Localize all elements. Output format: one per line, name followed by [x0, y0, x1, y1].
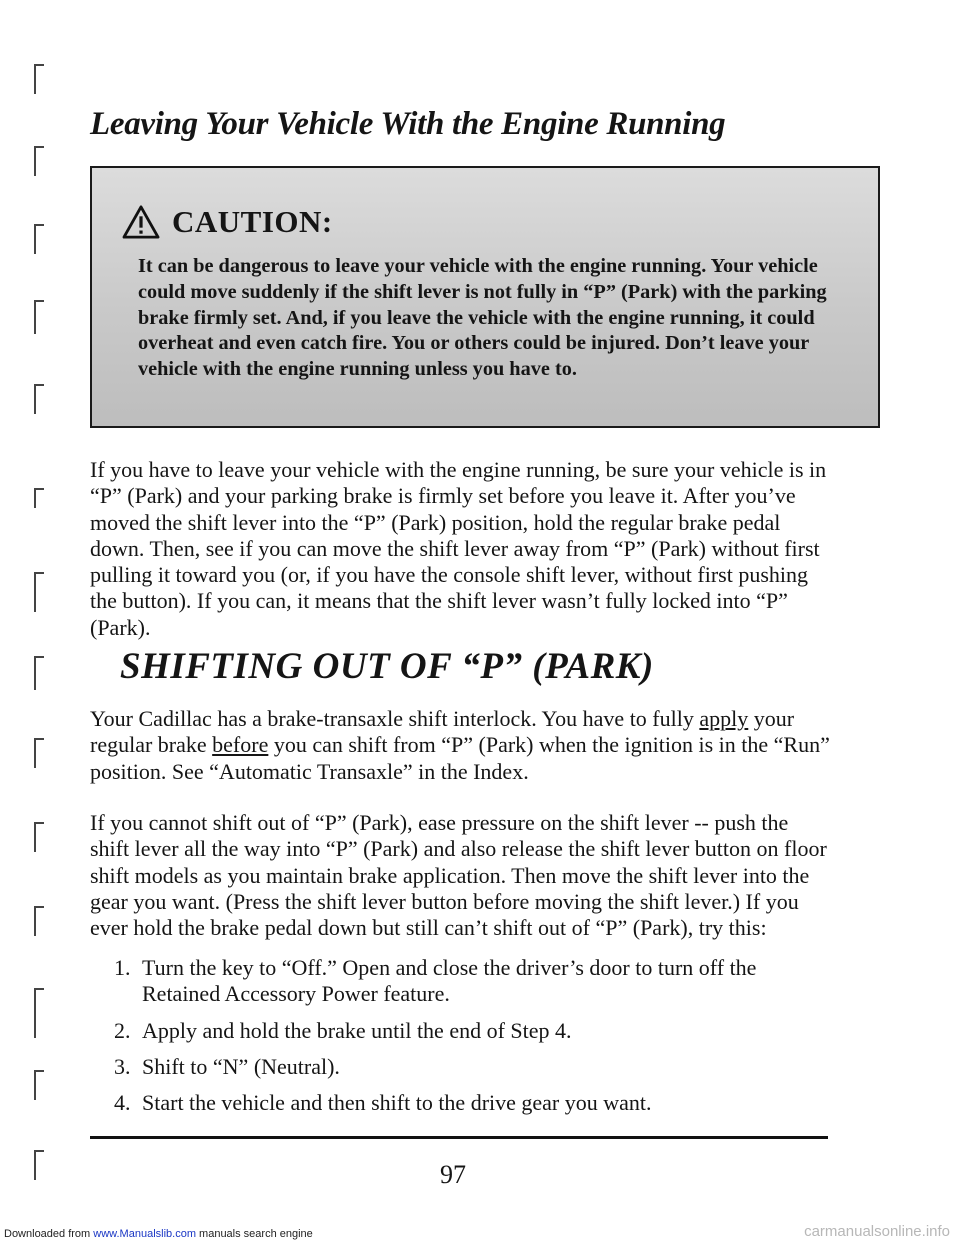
- shift-interlock-paragraph: [90, 706, 830, 785]
- cannot-shift-paragraph: If you cannot shift out of “P” (Park), ease pressure on the shift lever -- push the shift lever all the way into “P” (Park) and also release the shift lever button on floor shift models as you maintain brake application. Then move the shift lever into the gear you want. (Press the shift lever button before moving the shift lever.) If you ever hold the brake pedal down but still can’t shift out of “P” (Park), try this:: [90, 810, 827, 941]
- paragraph-tail: you can shift from “P” (Park) when the ignition is in the “Run” position. See “Automatic Transaxle” in the Index.: [90, 732, 830, 784]
- footer-rule: [90, 1136, 828, 1139]
- paragraph-mid: your regular brake: [90, 706, 795, 758]
- caution-label: CAUTION:: [172, 204, 333, 239]
- step-text: Shift to “N” (Neutral).: [142, 1053, 340, 1079]
- leaving-vehicle-paragraph: If you have to leave your vehicle with the engine running, be sure your vehicle is in “P” (Park) and your parking brake is firmly set before you leave it. After you’ve moved the shift lever into the “P” (Park) position, hold the regular brake pedal down. Then, see if you can move the shift lever away from “P” (Park) without first pulling it toward you (or, if you have the console shift lever, without first pushing the button). If you can, it means that the shift lever wasn’t fully locked into “P” (Park).: [90, 457, 827, 640]
- paragraph-lead: Your Cadillac has a brake-transaxle shift interlock. You have to fully: [90, 706, 694, 731]
- page-number: 97: [440, 1160, 466, 1189]
- list-item: [114, 1054, 834, 1080]
- list-item: [114, 955, 834, 1008]
- caution-text: It can be dangerous to leave your vehicle with the engine running. Your vehicle could move suddenly if the shift lever is not fully in “P” (Park) with the parking brake firmly set. And, if you leave the vehicle with the engine running, it could overheat and even catch fire. You or others could be injured. Don’t leave your vehicle with the engine running unless you have to.: [138, 255, 827, 381]
- step-number: 3.: [114, 1053, 131, 1079]
- caution-header: [122, 204, 333, 240]
- footer-suffix: manuals search engine: [195, 1228, 313, 1240]
- step-text: Apply and hold the brake until the end of Step 4.: [142, 1017, 572, 1043]
- warning-triangle-icon: [122, 205, 160, 239]
- margin-scan-marks: [0, 0, 60, 1242]
- page-title: Leaving Your Vehicle With the Engine Running: [90, 106, 726, 142]
- list-item: [114, 1090, 834, 1116]
- step-text: Start the vehicle and then shift to the drive gear you want.: [142, 1090, 652, 1116]
- steps-list: [114, 955, 834, 1126]
- step-number: 1.: [114, 955, 131, 980]
- download-footer: [4, 1228, 313, 1240]
- caution-box: [90, 166, 880, 428]
- manualslib-link[interactable]: www.Manualslib.com: [93, 1228, 196, 1240]
- step-number: 4.: [114, 1090, 131, 1116]
- list-item: [114, 1018, 834, 1044]
- step-number: 2.: [114, 1017, 131, 1043]
- underlined-before: before: [212, 732, 269, 758]
- underlined-apply: apply: [699, 706, 749, 731]
- step-text: Turn the key to “Off.” Open and close the driver’s door to turn off the Retained Accessory Power feature.: [142, 955, 757, 1007]
- footer-prefix: Downloaded from: [4, 1228, 94, 1240]
- section-heading: SHIFTING OUT OF “P” (PARK): [120, 646, 654, 687]
- watermark: carmanualsonline.info: [804, 1223, 950, 1240]
